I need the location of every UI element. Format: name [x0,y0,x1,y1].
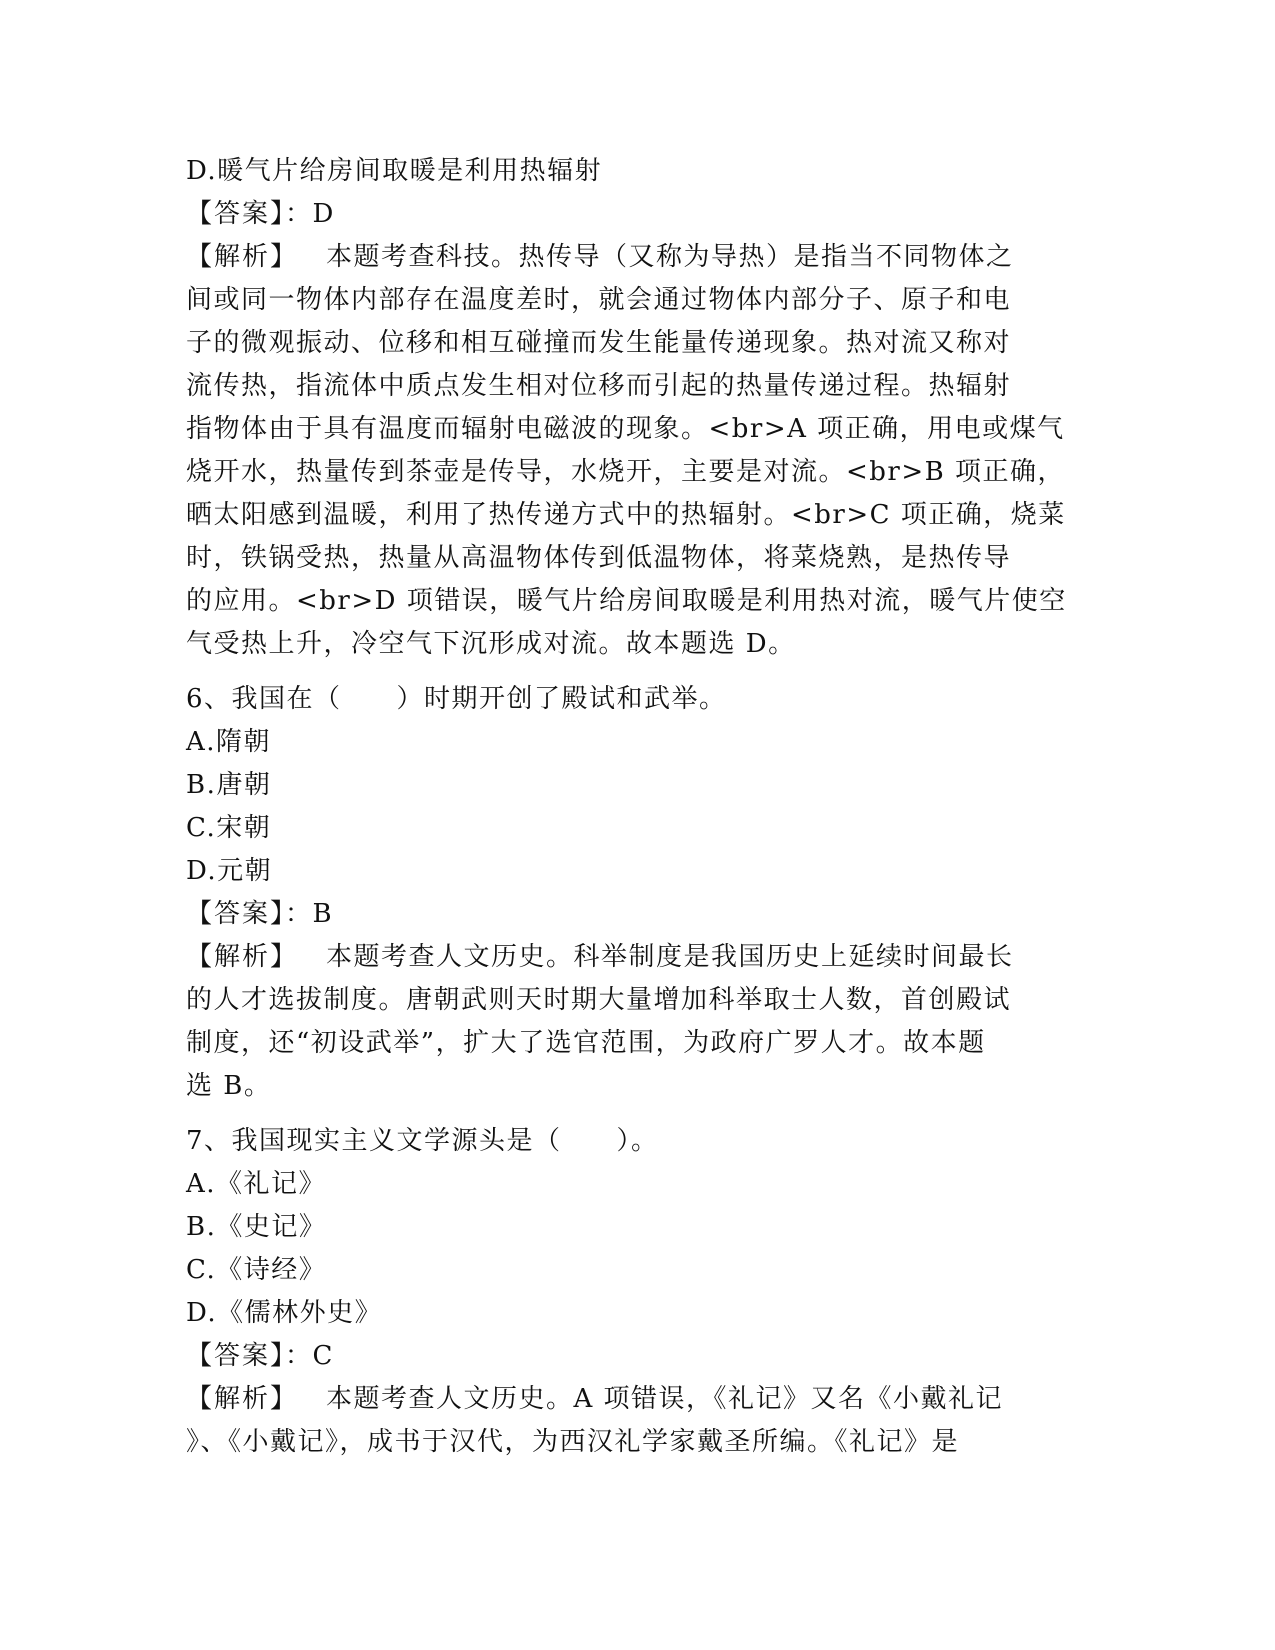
answer-value: C [312,1341,334,1371]
analysis-label: 【解析】 [186,942,299,972]
q7-analysis [186,1378,1086,1464]
q6-option-c: C.宋朝 [186,813,272,843]
q7-question: 7、我国现实主义文学源头是（ ）。 [186,1126,659,1156]
q7-option-c: C.《诗经》 [186,1255,327,1285]
analysis-line: 》、《小戴记》，成书于汉代，为西汉礼学家戴圣所编。《礼记》是 [186,1427,960,1457]
q6-option-a: A.隋朝 [186,727,272,757]
answer-label: 【答案】 [186,1341,286,1371]
q7-option-d: D.《儒林外史》 [186,1298,383,1328]
q6-analysis [186,936,1086,1108]
analysis-line: 子的微观振动、位移和相互碰撞而发生能量传递现象。热对流又称对 [186,328,1012,358]
answer-label: 【答案】 [186,899,286,929]
q6-option-d: D.元朝 [186,856,273,886]
analysis-line: 【解析】 本题考查人文历史。A 项错误，《礼记》又名《小戴礼记 [186,1384,1004,1414]
answer-separator: ： [285,899,313,929]
analysis-line: 流传热，指流体中质点发生相对位移而引起的热量传递过程。热辐射 [186,371,1012,401]
analysis-line: 选 B。 [186,1071,272,1101]
q5-analysis [186,236,1086,666]
q7-option-b: B.《史记》 [186,1212,327,1242]
answer-label: 【答案】 [186,199,286,229]
analysis-line: 烧开水，热量传到茶壶是传导，水烧开，主要是对流。<br>B 项正确， [186,457,1066,487]
analysis-line: 制度，还“初设武举”，扩大了选官范围，为政府广罗人才。故本题 [186,1028,986,1058]
q7-option-a: A.《礼记》 [186,1169,327,1199]
q5-option-d: D.暖气片给房间取暖是利用热辐射 [186,156,603,186]
answer-separator: ： [285,1341,313,1371]
answer-value: D [312,199,335,229]
answer-value: B [312,899,334,929]
analysis-line: 的应用。<br>D 项错误，暖气片给房间取暖是利用热对流，暖气片使空 [186,586,1067,616]
analysis-line: 指物体由于具有温度而辐射电磁波的现象。<br>A 项正确，用电或煤气 [186,414,1065,444]
analysis-line: 的人才选拔制度。唐朝武则天时期大量增加科举取士人数，首创殿试 [186,985,1012,1015]
q6-option-b: B.唐朝 [186,770,272,800]
analysis-line: 【解析】 本题考查科技。热传导（又称为导热）是指当不同物体之 [186,242,1014,272]
analysis-line: 【解析】 本题考查人文历史。科举制度是我国历史上延续时间最长 [186,942,1014,972]
analysis-line: 间或同一物体内部存在温度差时，就会通过物体内部分子、原子和电 [186,285,1012,315]
q6-answer [186,893,1086,936]
analysis-line: 晒太阳感到温暖，利用了热传递方式中的热辐射。<br>C 项正确，烧菜 [186,500,1066,530]
analysis-line: 气受热上升，冷空气下沉形成对流。故本题选 D。 [186,629,796,659]
analysis-label: 【解析】 [186,1384,299,1414]
q6-question: 6、我国在（ ）时期开创了殿试和武举。 [186,684,727,714]
document-page [186,150,1086,1464]
q5-answer [186,193,1086,236]
analysis-line: 时，铁锅受热，热量从高温物体传到低温物体，将菜烧熟，是热传导 [186,543,1012,573]
q7-answer [186,1335,1086,1378]
analysis-label: 【解析】 [186,242,299,272]
answer-separator: ： [285,199,313,229]
